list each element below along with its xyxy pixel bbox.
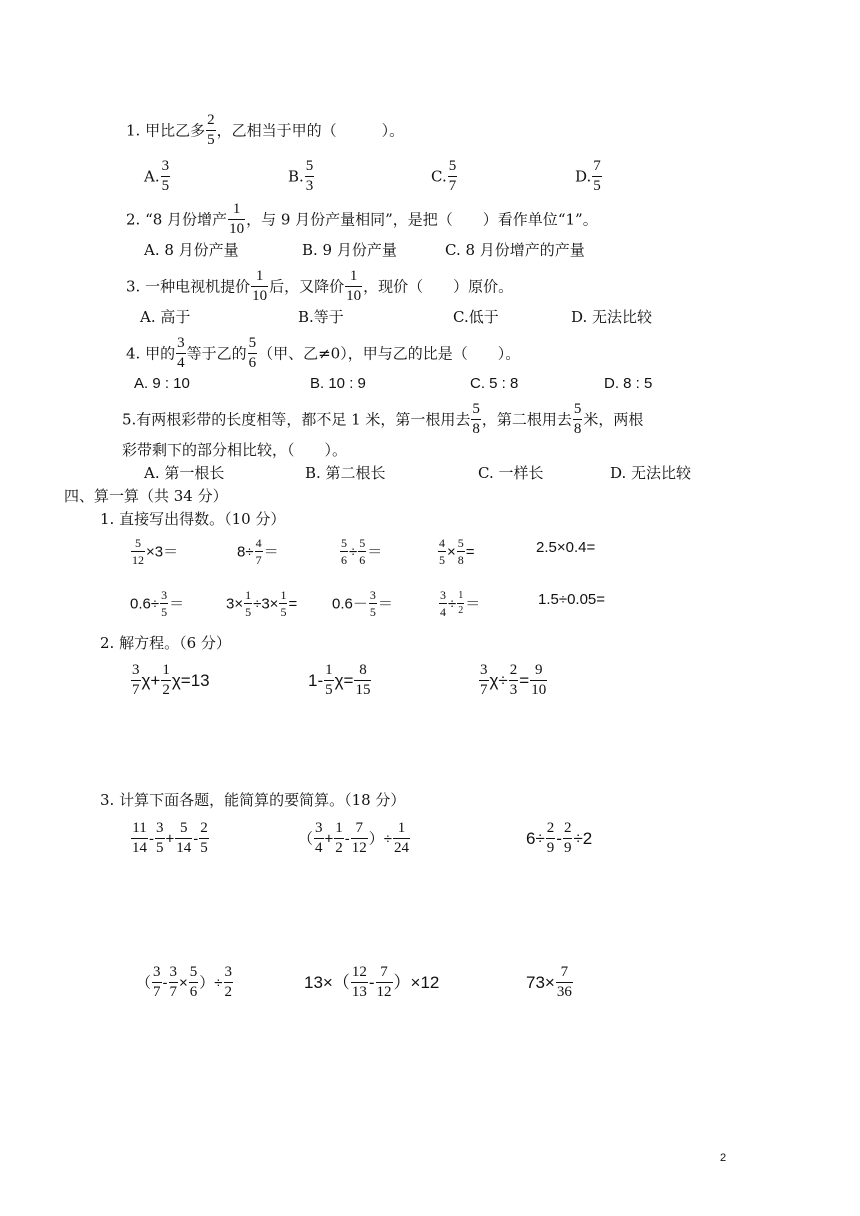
- p1-r1-b: 8÷ $\frac{4}{7}$ ＝: [237, 536, 279, 567]
- q5-option-d: D. 无法比较: [610, 464, 692, 482]
- q1-stem-b: ，乙相当于甲的（ ）。: [216, 121, 405, 140]
- p3-expr-1: $\frac{11}{14}$ - $\frac{3}{5}$ + $\frac{5}{14}$ - $\frac{2}{5}$: [132, 820, 208, 856]
- p2-eq-2: 1- $\frac{1}{5}$ χ= $\frac{8}{15}$: [308, 662, 371, 698]
- p2-eq-1: $\frac{3}{7}$ χ+ $\frac{1}{2}$ χ=13: [132, 662, 210, 698]
- page-number: 2: [720, 1152, 727, 1164]
- q2-option-a: A. 8 月份产量: [144, 241, 239, 259]
- p1-r1-e: 2.5×0.4=: [536, 539, 596, 556]
- q4-option-b: B. 10 : 9: [310, 375, 366, 392]
- q1-stem-a: 1. 甲比乙多: [126, 121, 206, 140]
- q1-option-b: B. $\frac{5}{3}$: [288, 158, 314, 194]
- p1-r1-a: $\frac{5}{12}$ ×3＝: [132, 536, 179, 567]
- question-5-line2: 彩带剩下的部分相比较，（ ）。: [122, 441, 348, 459]
- part-2-title: 2. 解方程。（6 分）: [100, 634, 231, 652]
- q3-option-d: D. 无法比较: [571, 308, 653, 326]
- p1-r1-d: $\frac{4}{5}$ × $\frac{5}{8}$ =: [439, 536, 475, 567]
- q5-option-a: A. 第一根长: [144, 464, 225, 482]
- question-1: [126, 114, 404, 149]
- q5-option-b: B. 第二根长: [305, 464, 386, 482]
- part-1-title: 1. 直接写出得数。（10 分）: [100, 510, 286, 528]
- p1-r2-d: $\frac{3}{4}$ ÷ $\frac{1}{2}$ ＝: [440, 588, 481, 619]
- p1-r1-c: $\frac{5}{6}$ ÷ $\frac{5}{6}$ ＝: [341, 536, 383, 567]
- q5-option-c: C. 一样长: [478, 464, 544, 482]
- p1-r2-a: 0.6÷ $\frac{3}{5}$ ＝: [130, 588, 185, 619]
- fraction: $\frac{2}{5}$: [207, 112, 215, 148]
- p3-expr-4: （ $\frac{3}{7}$ - $\frac{3}{7}$ × $\frac{5}{6}$ ）÷ $\frac{3}{2}$: [136, 964, 233, 1000]
- q4-option-c: C. 5 : 8: [470, 375, 519, 392]
- q1-option-d: D. $\frac{7}{5}$: [575, 158, 601, 194]
- p3-expr-6: 73× $\frac{7}{36}$: [526, 964, 572, 1000]
- p3-expr-5: 13×（ $\frac{12}{13}$ - $\frac{7}{12}$ ）×12: [304, 964, 440, 1000]
- q3-option-c: C.低于: [453, 308, 499, 326]
- question-5: 5.有两根彩带的长度相等，都不足 1 米，第一根用去 $\frac{5}{8}$ ，第二根用去 $\frac{5}{8}$ 米，两根: [122, 401, 644, 437]
- q3-option-a: A. 高于: [140, 308, 191, 326]
- q3-option-b: B.等于: [298, 308, 344, 326]
- fraction: $\frac{1}{10}$: [229, 201, 245, 237]
- q4-option-a: A. 9 : 10: [134, 375, 190, 392]
- p3-expr-2: （ $\frac{3}{4}$ + $\frac{1}{2}$ - $\frac{7}{12}$ ）÷ $\frac{1}{24}$: [298, 820, 410, 856]
- q1-option-a: A. $\frac{3}{5}$: [144, 158, 170, 194]
- q2-option-b: B. 9 月份产量: [302, 241, 397, 259]
- p1-r2-c: 0.6－ $\frac{3}{5}$ ＝: [332, 588, 393, 619]
- q4-option-d: D. 8 : 5: [604, 375, 653, 392]
- section-4-title: 四、算一算（共 34 分）: [64, 487, 228, 505]
- p1-r2-b: 3× $\frac{1}{5}$ ÷3× $\frac{1}{5}$ =: [226, 588, 298, 619]
- question-3: 3. 一种电视机提价 $\frac{1}{10}$ 后，又降价 $\frac{1}{10}$ ，现价（ ）原价。: [126, 268, 514, 304]
- p1-r2-e: 1.5÷0.05=: [538, 591, 606, 608]
- p3-expr-3: 6÷ $\frac{2}{9}$ - $\frac{2}{9}$ ÷2: [526, 820, 593, 856]
- question-2: 2. “8 月份增产 $\frac{1}{10}$ ，与 9 月份产量相同”，是把（ ）看作单位“1”。: [126, 201, 598, 237]
- q1-option-c: C. $\frac{5}{7}$: [431, 158, 457, 194]
- q2-option-c: C. 8 月份增产的产量: [445, 241, 585, 259]
- question-4: 4. 甲的 $\frac{3}{4}$ 等于乙的 $\frac{5}{6}$ （甲、乙≠0），甲与乙的比是（ ）。: [126, 335, 521, 371]
- part-3-title: 3. 计算下面各题，能简算的要简算。（18 分）: [100, 791, 406, 809]
- p2-eq-3: $\frac{3}{7}$ χ÷ $\frac{2}{3}$ = $\frac{9}{10}$: [480, 662, 547, 698]
